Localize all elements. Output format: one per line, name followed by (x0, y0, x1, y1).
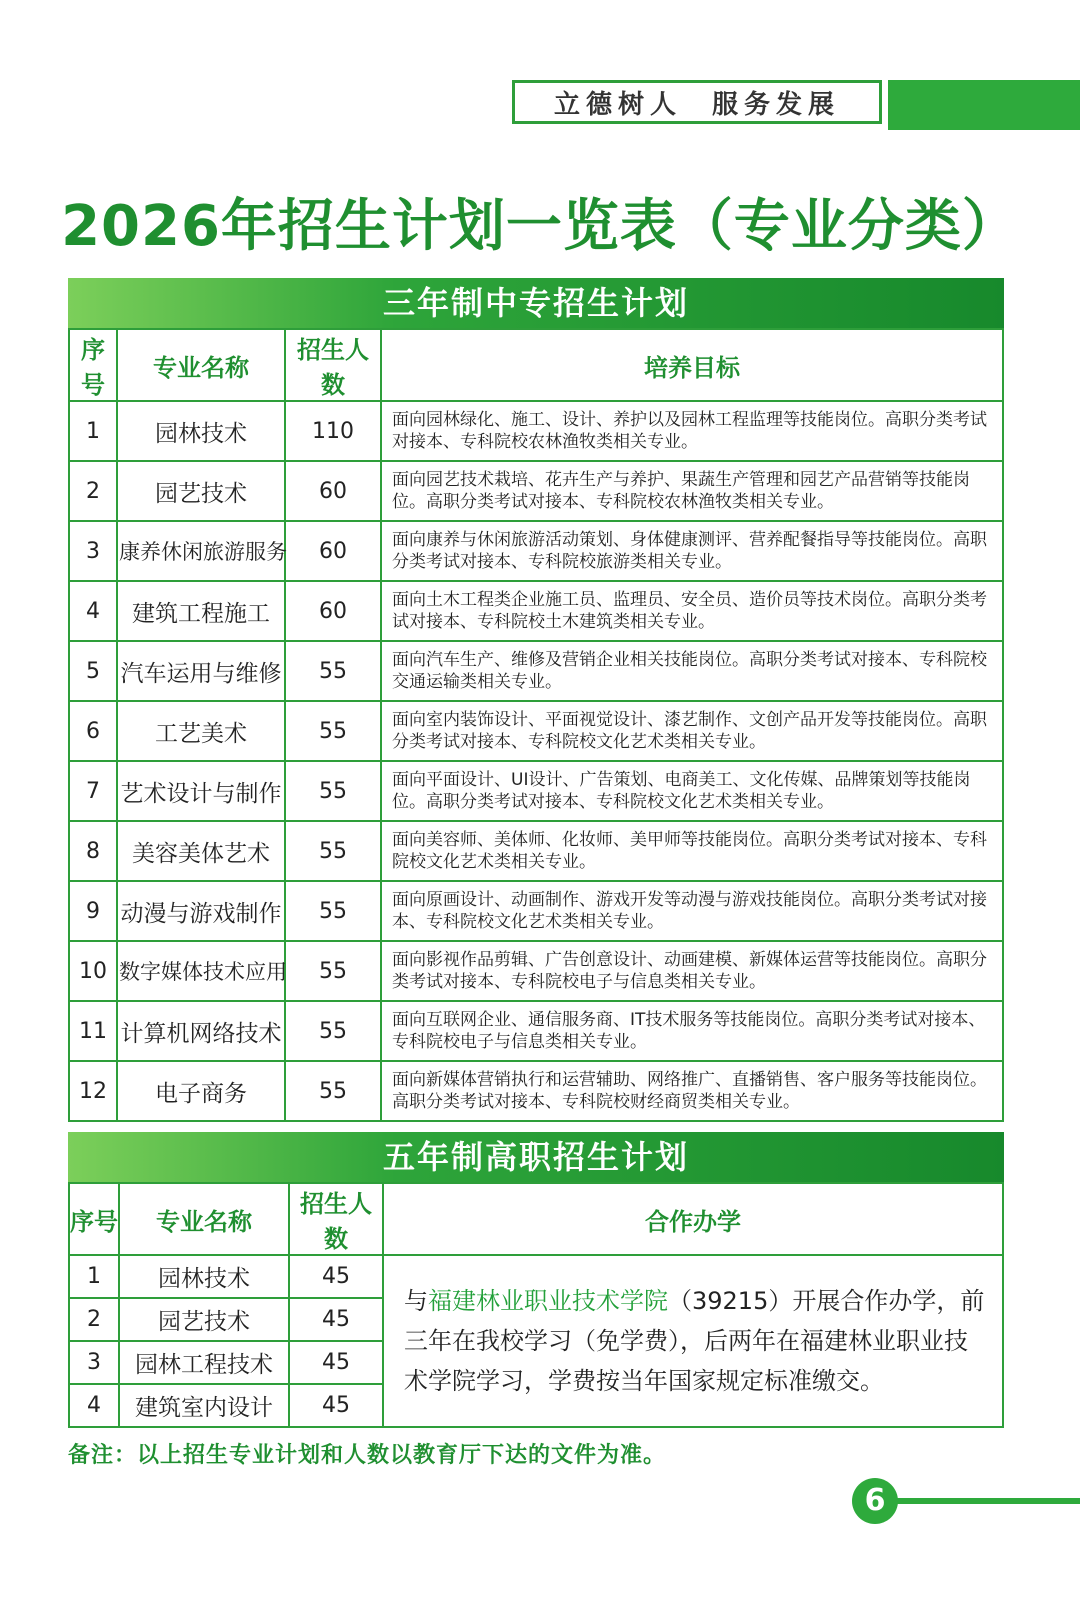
coop-school-name: 福建林业职业技术学院 (428, 1287, 668, 1315)
major-name: 建筑室内设计 (119, 1384, 289, 1427)
col-header-count: 招生人数 (289, 1183, 383, 1255)
enroll-count: 110 (285, 401, 381, 461)
enroll-count: 55 (285, 1001, 381, 1061)
training-goal: 面向美容师、美体师、化妆师、美甲师等技能岗位。高职分类考试对接本、专科院校文化艺术类相关专业。 (381, 821, 1003, 881)
major-name: 康养休闲旅游服务 (117, 521, 285, 581)
training-goal: 面向土木工程类企业施工员、监理员、安全员、造价员等技术岗位。高职分类考试对接本、专科院校土木建筑类相关专业。 (381, 581, 1003, 641)
enroll-count: 45 (289, 1255, 383, 1298)
section-title-three-year: 三年制中专招生计划 (68, 278, 1004, 328)
table-row (69, 1061, 1003, 1121)
row-number: 6 (69, 701, 117, 761)
enroll-count: 55 (285, 941, 381, 1001)
row-number: 9 (69, 881, 117, 941)
enroll-count: 60 (285, 461, 381, 521)
page-number: 6 (852, 1478, 898, 1524)
enroll-count: 45 (289, 1384, 383, 1427)
table-row (69, 401, 1003, 461)
enroll-count: 55 (285, 821, 381, 881)
row-number: 8 (69, 821, 117, 881)
col-header-goal: 培养目标 (381, 329, 1003, 401)
training-goal: 面向平面设计、UI设计、广告策划、电商美工、文化传媒、品牌策划等技能岗位。高职分类考试对接本、专科院校文化艺术类相关专业。 (381, 761, 1003, 821)
row-number: 5 (69, 641, 117, 701)
enroll-count: 55 (285, 641, 381, 701)
enroll-count: 55 (285, 881, 381, 941)
col-header-major: 专业名称 (119, 1183, 289, 1255)
col-header-major: 专业名称 (117, 329, 285, 401)
row-number: 2 (69, 1298, 119, 1341)
row-number: 10 (69, 941, 117, 1001)
three-year-plan-table (68, 328, 1004, 1122)
training-goal: 面向室内装饰设计、平面视觉设计、漆艺制作、文创产品开发等技能岗位。高职分类考试对接本、专科院校文化艺术类相关专业。 (381, 701, 1003, 761)
training-goal: 面向园林绿化、施工、设计、养护以及园林工程监理等技能岗位。高职分类考试对接本、专科院校农林渔牧类相关专业。 (381, 401, 1003, 461)
training-goal: 面向新媒体营销执行和运营辅助、网络推广、直播销售、客户服务等技能岗位。高职分类考试对接本、专科院校财经商贸类相关专业。 (381, 1061, 1003, 1121)
major-name: 园林技术 (117, 401, 285, 461)
motto-box (512, 80, 882, 124)
page-title: 2026年招生计划一览表（专业分类） (61, 194, 1019, 259)
table-row (69, 701, 1003, 761)
col-header-no: 序号 (69, 1183, 119, 1255)
row-number: 1 (69, 1255, 119, 1298)
col-header-no: 序号 (69, 329, 117, 401)
row-number: 4 (69, 1384, 119, 1427)
major-name: 园林工程技术 (119, 1341, 289, 1384)
five-year-plan-section (68, 1132, 1004, 1428)
major-name: 工艺美术 (117, 701, 285, 761)
coop-details: （39215）开展合作办学，前三年在我校学习（免学费），后两年在福建林业职业技术学院学习，学费按当年国家规定标准缴交。 (404, 1287, 985, 1395)
training-goal: 面向园艺技术栽培、花卉生产与养护、果蔬生产管理和园艺产品营销等技能岗位。高职分类考试对接本、专科院校农林渔牧类相关专业。 (381, 461, 1003, 521)
major-name: 园艺技术 (119, 1298, 289, 1341)
footnote: 备注：以上招生专业计划和人数以教育厅下达的文件为准。 (68, 1443, 667, 1468)
enroll-count: 55 (285, 761, 381, 821)
training-goal: 面向影视作品剪辑、广告创意设计、动画建模、新媒体运营等技能岗位。高职分类考试对接本、专科院校电子与信息类相关专业。 (381, 941, 1003, 1001)
table-row (69, 1255, 1003, 1298)
col-header-cooperation: 合作办学 (383, 1183, 1003, 1255)
coop-prefix: 与 (404, 1287, 428, 1315)
table-row (69, 1001, 1003, 1061)
enroll-count: 55 (285, 701, 381, 761)
enroll-count: 60 (285, 521, 381, 581)
motto-part2: 服务发展 (712, 89, 841, 120)
major-name: 汽车运用与维修 (117, 641, 285, 701)
row-number: 3 (69, 1341, 119, 1384)
training-goal: 面向互联网企业、通信服务商、IT技术服务等技能岗位。高职分类考试对接本、专科院校电子与信息类相关专业。 (381, 1001, 1003, 1061)
major-name: 动漫与游戏制作 (117, 881, 285, 941)
table-header-row (69, 329, 1003, 401)
motto-part1: 立德树人 (553, 89, 682, 120)
page-number-bar (890, 1498, 1080, 1504)
row-number: 1 (69, 401, 117, 461)
row-number: 11 (69, 1001, 117, 1061)
major-name: 建筑工程施工 (117, 581, 285, 641)
three-year-plan-section (68, 278, 1004, 1122)
table-row (69, 581, 1003, 641)
major-name: 园艺技术 (117, 461, 285, 521)
table-header-row (69, 1183, 1003, 1255)
table-row (69, 821, 1003, 881)
major-name: 数字媒体技术应用 (117, 941, 285, 1001)
section-title-five-year: 五年制高职招生计划 (68, 1132, 1004, 1182)
table-row (69, 461, 1003, 521)
row-number: 3 (69, 521, 117, 581)
training-goal: 面向原画设计、动画制作、游戏开发等动漫与游戏技能岗位。高职分类考试对接本、专科院校文化艺术类相关专业。 (381, 881, 1003, 941)
top-banner (0, 80, 1080, 128)
table-row (69, 941, 1003, 1001)
table-row (69, 521, 1003, 581)
enroll-count: 45 (289, 1298, 383, 1341)
col-header-count: 招生人数 (285, 329, 381, 401)
five-year-plan-table (68, 1182, 1004, 1428)
major-name: 计算机网络技术 (117, 1001, 285, 1061)
table-row (69, 761, 1003, 821)
cooperation-description (383, 1255, 1003, 1427)
training-goal: 面向康养与休闲旅游活动策划、身体健康测评、营养配餐指导等技能岗位。高职分类考试对接本、专科院校旅游类相关专业。 (381, 521, 1003, 581)
major-name: 电子商务 (117, 1061, 285, 1121)
enroll-count: 60 (285, 581, 381, 641)
row-number: 2 (69, 461, 117, 521)
row-number: 7 (69, 761, 117, 821)
table-row (69, 881, 1003, 941)
major-name: 艺术设计与制作 (117, 761, 285, 821)
banner-accent-bar (888, 80, 1080, 130)
training-goal: 面向汽车生产、维修及营销企业相关技能岗位。高职分类考试对接本、专科院校交通运输类相关专业。 (381, 641, 1003, 701)
major-name: 美容美体艺术 (117, 821, 285, 881)
row-number: 12 (69, 1061, 117, 1121)
row-number: 4 (69, 581, 117, 641)
enroll-count: 45 (289, 1341, 383, 1384)
table-row (69, 641, 1003, 701)
enroll-count: 55 (285, 1061, 381, 1121)
major-name: 园林技术 (119, 1255, 289, 1298)
